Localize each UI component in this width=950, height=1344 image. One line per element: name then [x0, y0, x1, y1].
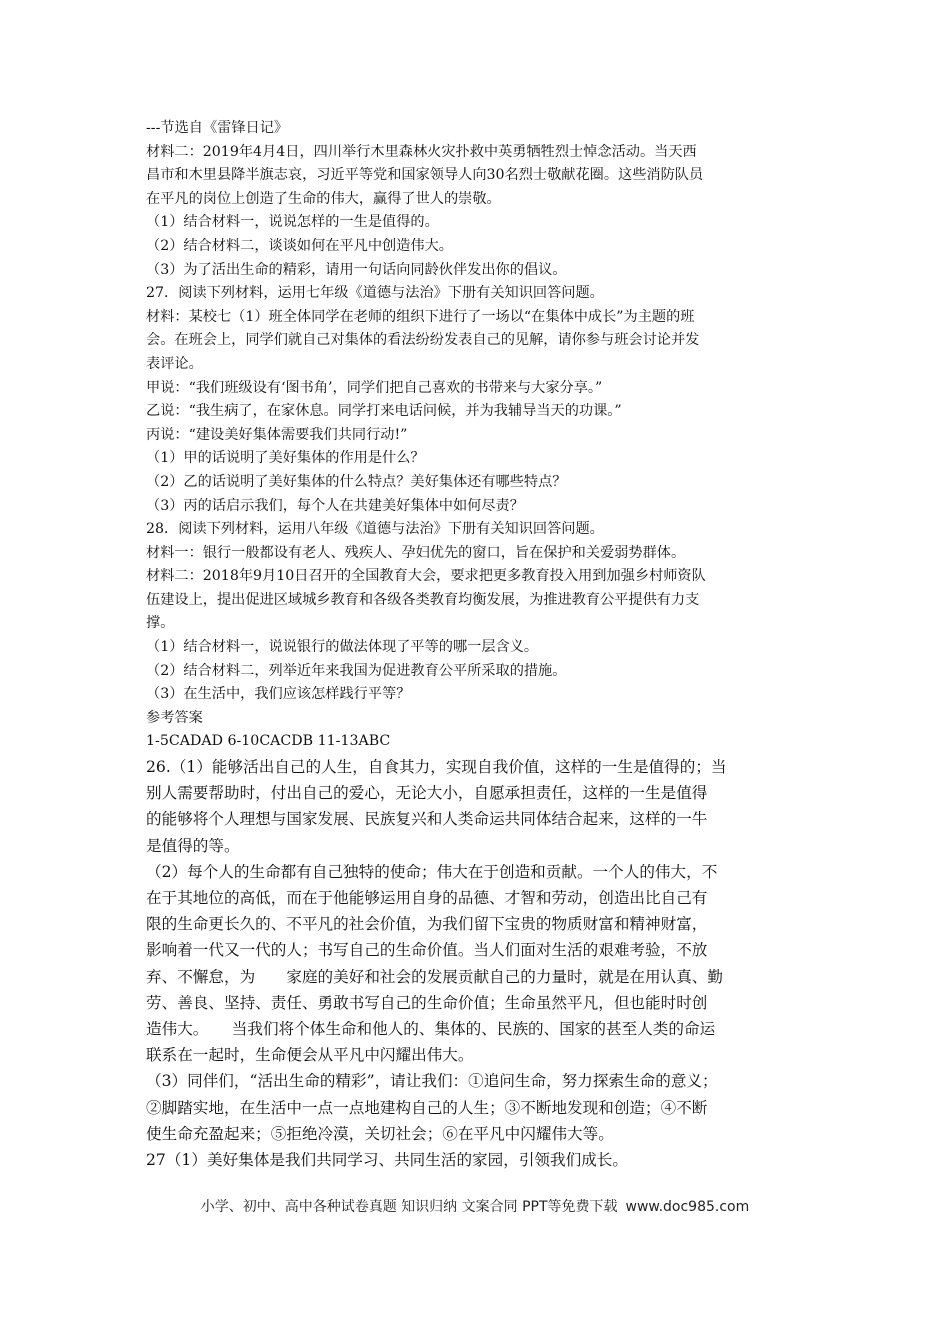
answer-line: 在于其地位的高低，而在于他能够运用自身的品德、才智和劳动，创造出比自己有	[146, 889, 708, 908]
answer-line: 造伟大。 当我们将个体生命和他人的、集体的、民族的、国家的甚至人类的命运	[146, 1020, 716, 1039]
questions-block	[146, 117, 814, 754]
question-heading: 27．阅读下列材料，运用七年级《道德与法治》下册有关知识回答问题。	[146, 285, 604, 302]
answer-line: （2）每个人的生命都有自己独特的使命；伟大在于创造和贡献。一个人的伟大，不	[146, 862, 718, 881]
answer-line: 26.（1）能够活出自己的人生，自食其力，实现自我价值，这样的一生是值得的；当	[146, 758, 727, 777]
footer-text: 小学、初中、高中各种试卷真题 知识归纳 文案合同 PPT等免费下载	[200, 1199, 618, 1215]
text-line: （2）乙的话说明了美好集体的什么特点？美好集体还有哪些特点？	[146, 473, 567, 490]
answer-line: 是值得的等。	[146, 836, 240, 855]
text-line: （2）结合材料二，谈谈如何在平凡中创造伟大。	[146, 237, 453, 254]
text-line: （3）丙的话启示我们，每个人在共建美好集体中如何尽责？	[146, 497, 524, 514]
text-line: 材料一：银行一般都设有老人、残疾人、孕妇优先的窗口，旨在保护和关爱弱势群体。	[146, 544, 686, 561]
answer-line: 影响着一代又一代的人；书写自己的生命价值。当人们面对生活的艰难考验，不放	[146, 941, 708, 960]
answers-block	[146, 754, 814, 1173]
choice-answers: 1-5CADAD 6-10CACDB 11-13ABC	[146, 733, 391, 750]
answer-line: 别人需要帮助时，付出自己的爱心，无论大小，自愿承担责任，这样的一生是值得	[146, 784, 708, 803]
answers-heading: 参考答案	[146, 709, 203, 726]
text-line: 撑。	[146, 615, 175, 632]
text-line: 材料二：2018年9月10日召开的全国教育大会，要求把更多教育投入用到加强乡村师资队	[146, 568, 706, 585]
answer-line: 联系在一起时，生命便会从平凡中闪耀出伟大。	[146, 1046, 474, 1065]
text-line: 伍建设上，提出促进区域城乡教育和各级各类教育均衡发展，为推进教育公平提供有力支	[146, 591, 700, 608]
answer-line: 限的生命更长久的、不平凡的社会价值，为我们留下宝贵的物质财富和精神财富，	[146, 915, 708, 934]
answer-line: 27（1）美好集体是我们共同学习、共同生活的家园，引领我们成长。	[146, 1151, 628, 1170]
answer-line: 使生命充盈起来；⑤拒绝冷漠，关切社会；⑥在平凡中闪耀伟大等。	[146, 1124, 614, 1143]
text-line: 表评论。	[146, 355, 203, 372]
answer-line: ②脚踏实地，在生活中一点一点地建构自己的人生；③不断地发现和创造；④不断	[146, 1098, 708, 1117]
text-line: 昌市和木里县降半旗志哀，习近平等党和国家领导人向30名烈士敬献花圈。这些消防队员	[146, 167, 704, 184]
question-heading: 28．阅读下列材料，运用八年级《道德与法治》下册有关知识回答问题。	[146, 521, 604, 538]
page-footer	[0, 1196, 950, 1216]
text-line: （3）为了活出生命的精彩，请用一句话向同龄伙伴发出你的倡议。	[146, 261, 567, 278]
answer-line: 的能够将个人理想与国家发展、民族复兴和人类命运共同体结合起来，这样的一牛	[146, 810, 708, 829]
answer-line: （3）同伴们，“活出生命的精彩”，请让我们：①追问生命，努力探索生命的意义；	[146, 1072, 718, 1091]
footer-url[interactable]: www.doc985.com	[625, 1199, 750, 1215]
text-line: 在平凡的岗位上创造了生命的伟大，赢得了世人的崇敬。	[146, 190, 501, 207]
text-line: 乙说：“我生病了，在家休息。同学打来电话问候，并为我辅导当天的功课。”	[146, 403, 622, 420]
answer-line: 弃、不懈怠，为 家庭的美好和社会的发展贡献自己的力量时，就是在用认真、勤	[146, 967, 723, 986]
answer-line: 劳、善良、坚持、责任、勇敢书写自己的生命价值；生命虽然平凡，但也能时时创	[146, 993, 708, 1012]
text-line: （1）甲的话说明了美好集体的作用是什么？	[146, 450, 425, 467]
text-line: 材料二：2019年4月4日，四川举行木里森林火灾扑救中英勇牺牲烈士悼念活动。当天西	[146, 143, 697, 160]
text-line: 丙说：“建设美好集体需要我们共同行动!”	[146, 426, 408, 443]
text-line: （2）结合材料二，列举近年来我国为促进教育公平所采取的措施。	[146, 662, 567, 679]
text-line: （1）结合材料一，说说怎样的一生是值得的。	[146, 214, 439, 231]
text-line: （1）结合材料一，说说银行的做法体现了平等的哪一层含义。	[146, 639, 539, 656]
text-line: 会。在班会上，同学们就自己对集体的看法纷纷发表自己的见解，请你参与班会讨论并发	[146, 332, 700, 349]
text-line: 材料：某校七（1）班全体同学在老师的组织下进行了一场以“在集体中成长”为主题的班	[146, 308, 695, 325]
text-line: （3）在生活中，我们应该怎样践行平等？	[146, 686, 411, 703]
text-line: 甲说：“我们班级设有‘图书角’，同学们把自己喜欢的书带来与大家分享。”	[146, 379, 603, 396]
text-line: ---节选自《雷锋日记》	[146, 120, 289, 136]
document-content	[146, 117, 814, 1173]
